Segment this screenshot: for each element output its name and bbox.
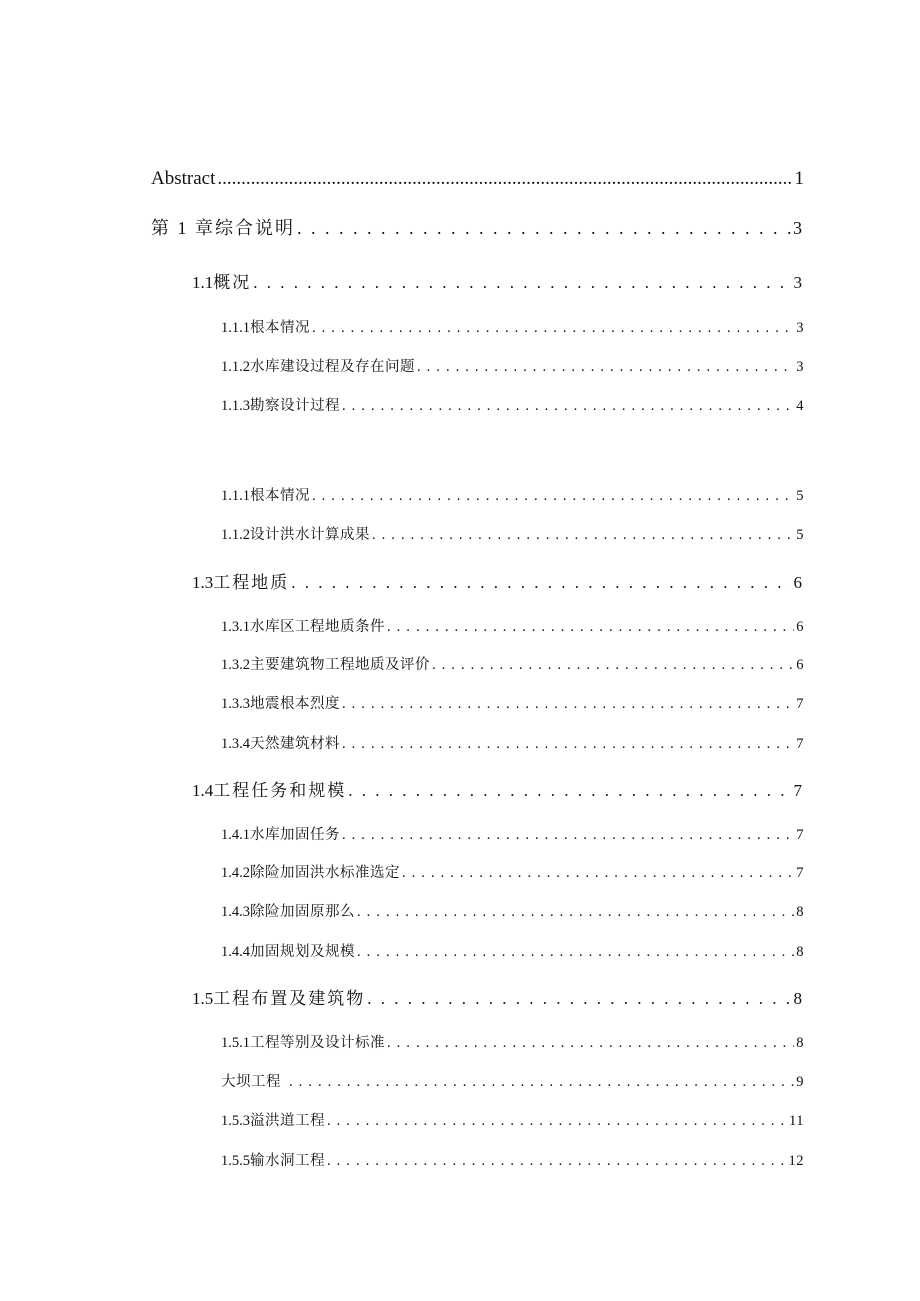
toc-entry-page: 12: [788, 1153, 804, 1169]
toc-entry-number: 1.3.2: [221, 657, 250, 673]
toc-entry-subsection[interactable]: [221, 692, 804, 713]
toc-entry-abstract[interactable]: [151, 168, 804, 190]
toc-entry-number: 1.3.4: [221, 736, 250, 752]
toc-entry-number: 1.4.2: [221, 865, 250, 881]
toc-leader-dots: [289, 1074, 794, 1091]
toc-entry-subsection[interactable]: [221, 316, 804, 337]
toc-entry-subsection[interactable]: [221, 1031, 804, 1052]
toc-entry-page: 5: [796, 527, 804, 543]
toc-leader-dots: [367, 989, 791, 1009]
toc-entry-title: Abstract: [151, 168, 216, 189]
toc-entry-number: 1.1.2: [221, 527, 250, 543]
toc-leader-dots: [253, 273, 791, 293]
toc-entry-title: 根本情况: [250, 320, 310, 336]
toc-entry-subsection[interactable]: [221, 732, 804, 753]
toc-entry-page: 6: [796, 657, 804, 673]
toc-entry-number: 1.4.3: [221, 904, 250, 920]
toc-entry-number: 1.5.3: [221, 1113, 250, 1129]
toc-leader-dots: [387, 1035, 794, 1052]
toc-entry-subsection[interactable]: [221, 1109, 804, 1130]
toc-entry-title: 加固规划及规模: [250, 944, 355, 960]
toc-entry-page: 7: [796, 827, 804, 843]
toc-leader-dots: [327, 1113, 787, 1130]
toc-leader-dots: [312, 320, 794, 337]
toc-entry-section[interactable]: [192, 776, 804, 801]
toc-entry-title: 主要建筑物工程地质及评价: [250, 657, 430, 673]
toc-entry-page: 8: [793, 989, 804, 1008]
toc-entry-subsection[interactable]: [221, 861, 804, 882]
toc-entry-title: 概况: [213, 273, 252, 292]
toc-leader-dots: [342, 827, 794, 844]
toc-entry-subsection[interactable]: [221, 653, 804, 674]
toc-entry-subsection[interactable]: [221, 900, 804, 921]
toc-entry-page: 5: [796, 488, 804, 504]
toc-entry-title: 工程布置及建筑物: [213, 989, 366, 1008]
toc-entry-page: 3: [796, 320, 804, 336]
toc-entry-number: 1.1.1: [221, 320, 250, 336]
toc-entry-page: 11: [789, 1113, 804, 1129]
toc-leader-dots: [348, 781, 791, 801]
toc-leader-dots: [357, 904, 794, 921]
toc-entry-title: 勘察设计过程: [250, 398, 340, 414]
toc-leader-dots: [342, 736, 794, 753]
toc-entry-title: 工程地质: [213, 573, 290, 592]
toc-entry-number: 1.1.3: [221, 398, 250, 414]
toc-entry-section[interactable]: [192, 984, 804, 1009]
toc-entry-number: 1.3: [192, 573, 214, 592]
toc-entry-page: 3: [793, 273, 804, 292]
toc-entry-page: 7: [793, 781, 804, 800]
toc-entry-number: 1.5.5: [221, 1153, 250, 1169]
toc-entry-title: 工程任务和规模: [213, 781, 347, 800]
toc-entry-page: 3: [793, 218, 804, 238]
toc-entry-subsection[interactable]: [221, 394, 804, 415]
toc-entry-number: 1.3.1: [221, 619, 250, 635]
toc-entry-title: 地震根本烈度: [250, 696, 340, 712]
toc-entry-title: 水库加固任务: [250, 827, 340, 843]
toc-entry-title: 天然建筑材料: [250, 736, 340, 752]
toc-entry-subsection[interactable]: [221, 484, 804, 505]
toc-entry-subsection[interactable]: [221, 940, 804, 961]
toc-entry-number: 1.1.1: [221, 488, 250, 504]
toc-entry-title: 溢洪道工程: [250, 1113, 325, 1129]
toc-leader-dots: [372, 527, 794, 544]
toc-entry-title: 除险加固洪水标准选定: [250, 865, 400, 881]
toc-leader-dots: [387, 619, 794, 636]
toc-entry-number: 1.5.1: [221, 1035, 250, 1051]
toc-leader-dots: [432, 657, 794, 674]
toc-entry-number: 1.4.4: [221, 944, 250, 960]
toc-entry-number: 1.1: [192, 273, 214, 292]
toc-entry-section[interactable]: [192, 568, 804, 593]
toc-entry-title: 工程等别及设计标准: [250, 1035, 385, 1051]
toc-entry-section[interactable]: [192, 268, 804, 293]
toc-leader-dots: [417, 359, 794, 376]
toc-entry-title: 水库区工程地质条件: [250, 619, 385, 635]
toc-entry-page: 7: [796, 736, 804, 752]
toc-entry-title: 设计洪水计算成果: [250, 527, 370, 543]
toc-leader-dots: [312, 488, 794, 505]
toc-entry-title: 根本情况: [250, 488, 310, 504]
toc-entry-subsection[interactable]: [221, 1149, 804, 1170]
toc-entry-title: 除险加固原那么: [250, 904, 355, 920]
toc-entry-subsection[interactable]: [221, 355, 804, 376]
toc-entry-title: 水库建设过程及存在问题: [250, 359, 415, 375]
toc-entry-page: 4: [796, 398, 804, 414]
toc-entry-number: 1.5: [192, 989, 214, 1008]
toc-entry-number: 1.4.1: [221, 827, 250, 843]
toc-entry-page: 7: [796, 696, 804, 712]
toc-leader-dots: [217, 168, 792, 190]
toc-entry-subsection[interactable]: [221, 1070, 804, 1091]
toc-entry-subsection[interactable]: [221, 523, 804, 544]
toc-entry-subsection[interactable]: [221, 823, 804, 844]
toc-entry-page: 3: [796, 359, 804, 375]
toc-entry-page: 8: [796, 904, 804, 920]
toc-leader-dots: [402, 865, 794, 882]
toc-leader-dots: [327, 1153, 787, 1170]
toc-entry-chapter-1[interactable]: [151, 214, 804, 240]
toc-entry-subsection[interactable]: [221, 615, 804, 636]
toc-entry-page: 6: [793, 573, 804, 592]
toc-entry-title: 大坝工程: [221, 1074, 281, 1090]
toc-leader-dots: [342, 696, 794, 713]
toc-leader-dots: [291, 573, 791, 593]
toc-entry-number: 1.3.3: [221, 696, 250, 712]
toc-entry-page: 8: [796, 944, 804, 960]
toc-entry-page: 9: [796, 1074, 804, 1090]
toc-entry-page: 8: [796, 1035, 804, 1051]
toc-leader-dots: [342, 398, 794, 415]
toc-entry-title: 第 1 章综合说明: [151, 218, 295, 238]
toc-entry-page: 6: [796, 619, 804, 635]
toc-entry-page: 7: [796, 865, 804, 881]
toc-entry-title: 输水洞工程: [250, 1153, 325, 1169]
toc-entry-number: 1.4: [192, 781, 214, 800]
toc-entry-number: 1.1.2: [221, 359, 250, 375]
toc-leader-dots: [357, 944, 794, 961]
toc-leader-dots: [297, 218, 791, 239]
toc-entry-page: 1: [794, 168, 804, 189]
